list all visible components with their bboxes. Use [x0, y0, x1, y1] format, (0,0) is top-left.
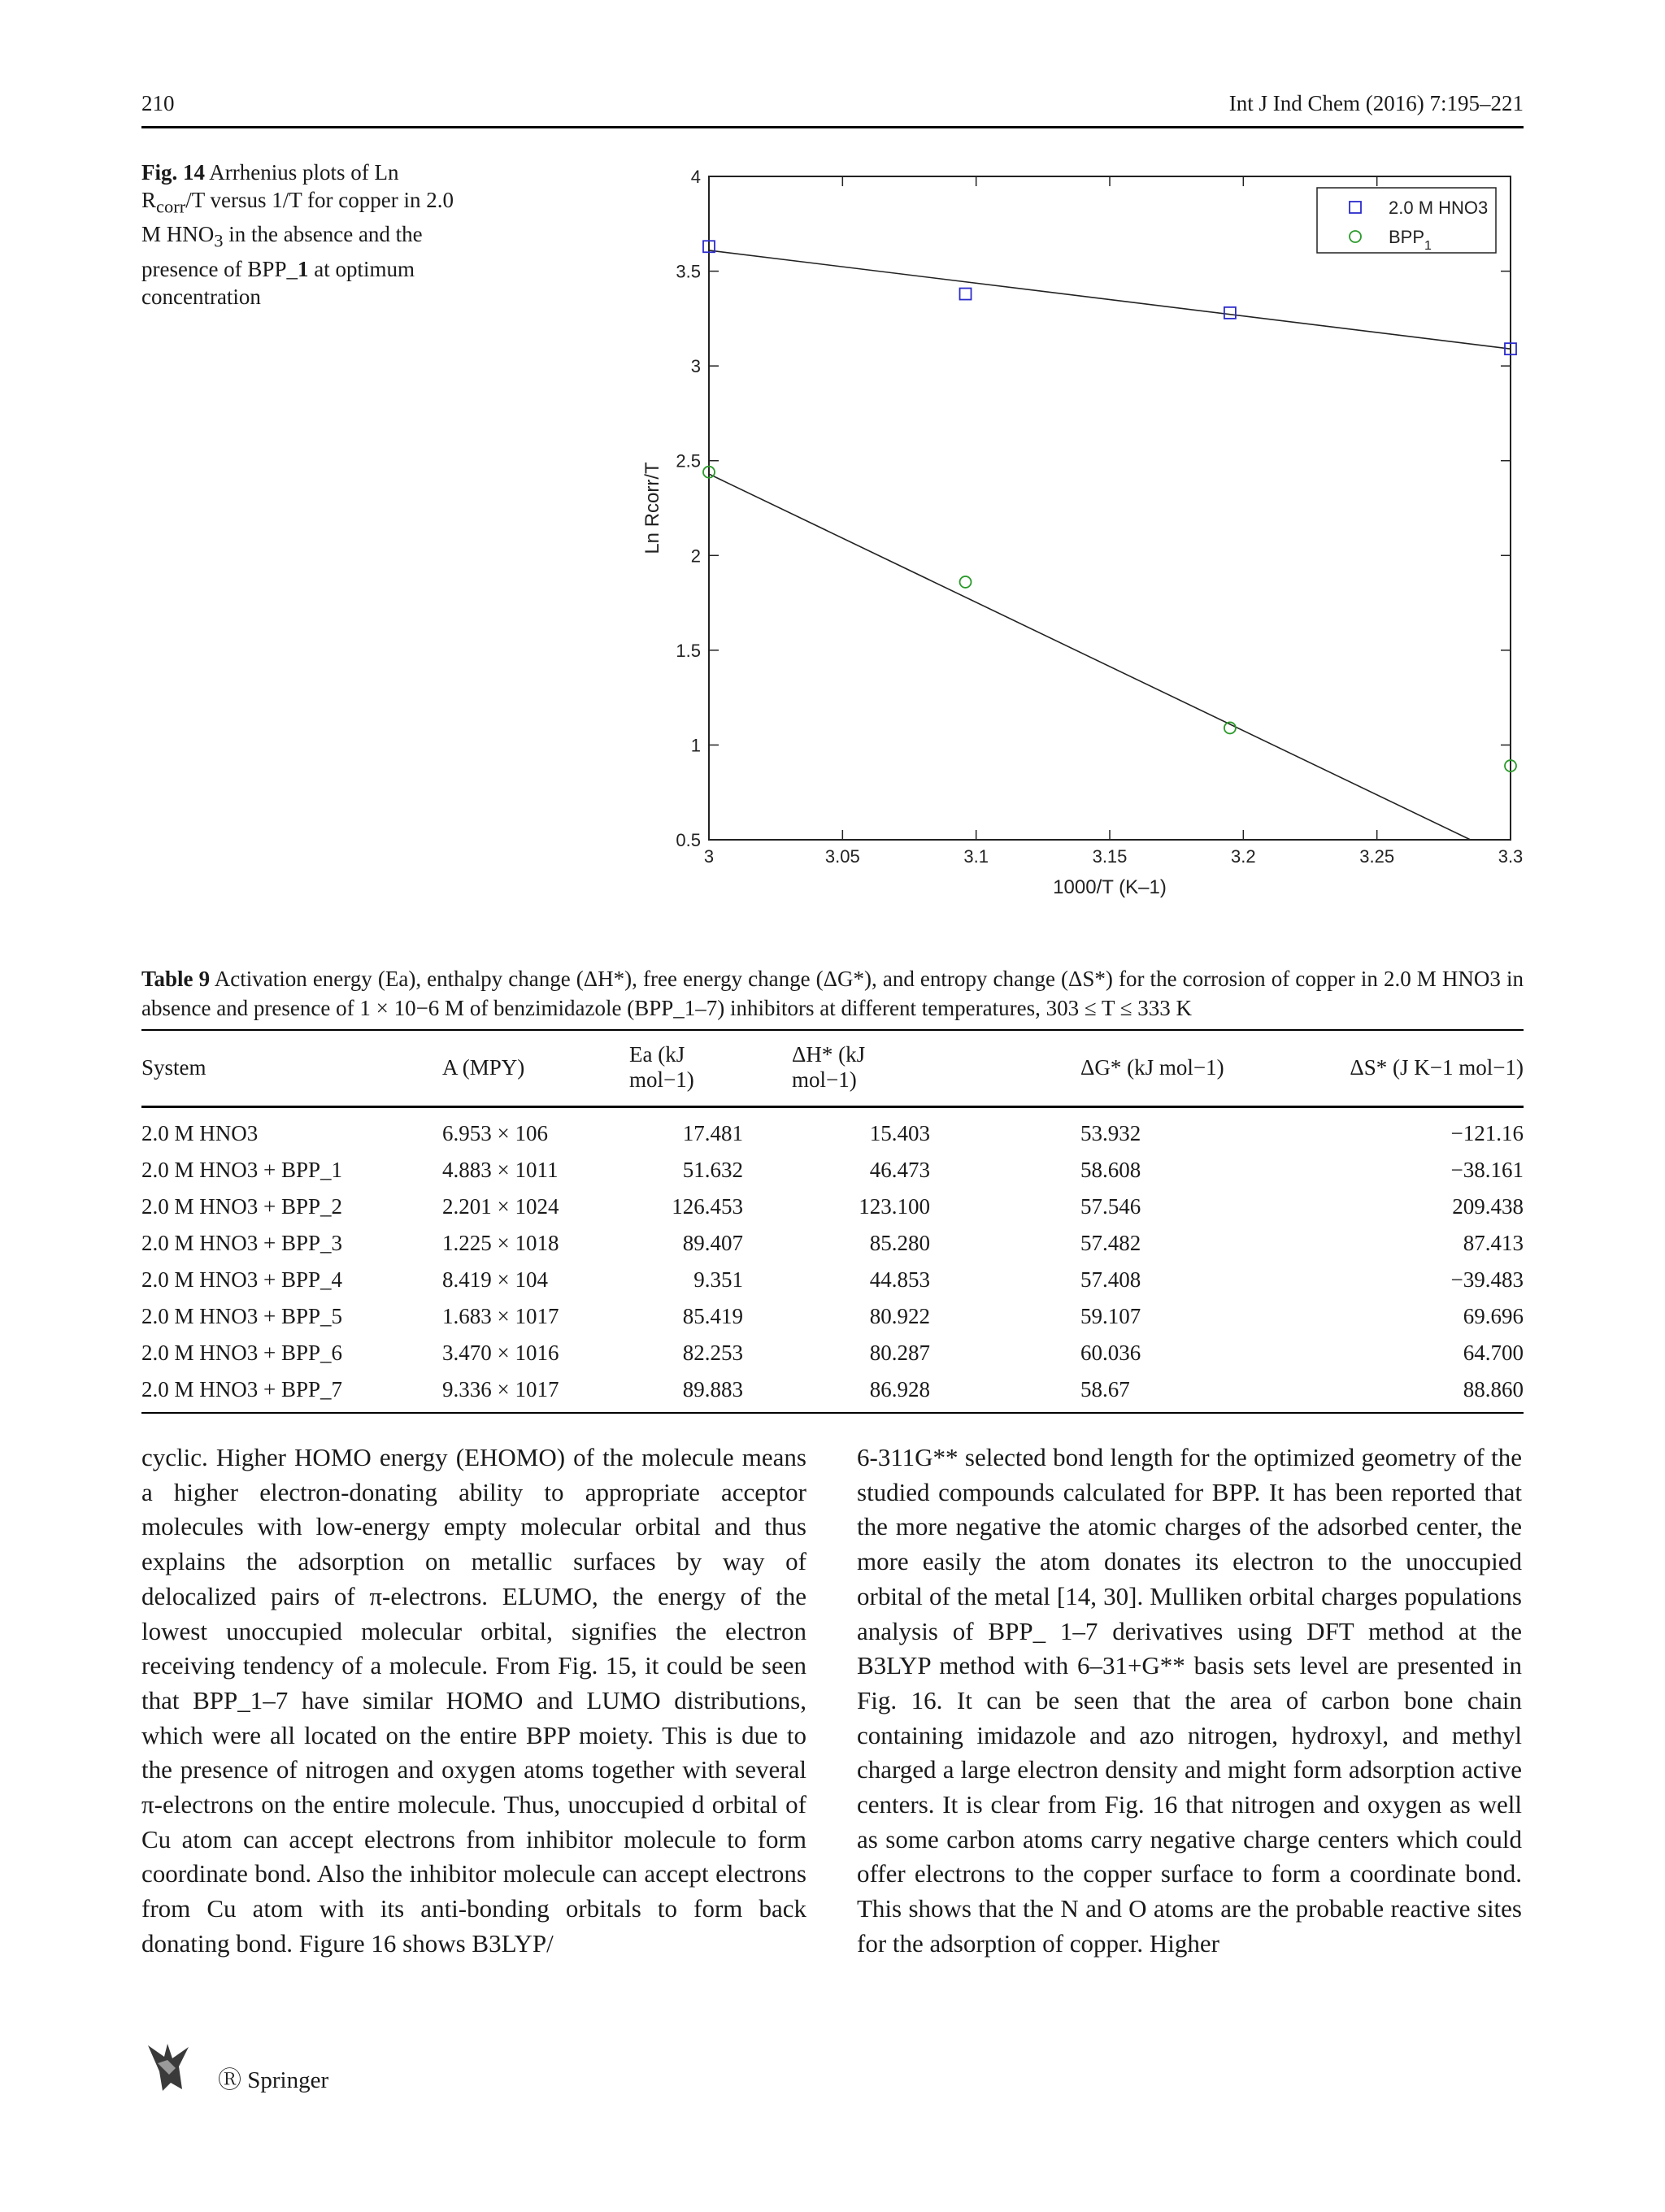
table-caption-text: Activation energy (Ea), enthalpy change (ΔH*), free energy change (ΔG*), and entropy change (ΔS*) for the corrosion of copper in 2.0 M HNO3 in absence and presence of 1 × 10−6 M of benzimidazole (BPP_1–7) inhibitors at different temperatures, 303 ≤ T ≤ 333 K	[141, 967, 1524, 1020]
figure-caption-text-1: Arrhenius plots of Ln R	[141, 160, 399, 212]
legend-label: $BPP_1$	[1389, 227, 1432, 253]
header-system: System	[141, 1054, 206, 1080]
springer-brand	[218, 2062, 328, 2095]
cell-a: 9.336 × 1017	[442, 1377, 559, 1402]
y-tick-label: 2.5	[676, 450, 701, 472]
x-tick-label: 3.3	[1498, 846, 1524, 867]
cell-ds: 64.700	[1463, 1341, 1524, 1365]
figure-caption-text-4: at optimum concentration	[141, 256, 415, 309]
y-tick-label: 1.5	[676, 640, 701, 661]
cell-ea: 17.481	[682, 1121, 743, 1145]
plot-frame	[709, 176, 1511, 840]
y-tick-label: 1	[690, 735, 701, 756]
table-9	[141, 1029, 1524, 1414]
table-row	[141, 1299, 1524, 1336]
cell-ea: 82.253	[682, 1341, 743, 1365]
cell-ea: 89.407	[682, 1231, 743, 1255]
cell-system: 2.0 M HNO3 + BPP_7	[141, 1377, 343, 1402]
fit-line	[709, 474, 1471, 840]
figure-caption-text-2: /T versus 1/T for copper in 2.0 M HNO	[141, 188, 454, 247]
cell-dg: 58.67	[1080, 1377, 1130, 1402]
header-rule	[141, 126, 1524, 128]
cell-a: 1.683 × 1017	[442, 1304, 559, 1328]
cell-a: 4.883 × 1011	[442, 1158, 559, 1182]
header-a: A (MPY)	[442, 1054, 525, 1080]
table-row	[141, 1226, 1524, 1262]
table-row	[141, 1107, 1524, 1154]
cell-ds: 88.860	[1463, 1377, 1524, 1402]
table-label: Table 9	[141, 967, 211, 991]
y-tick-label: 2	[690, 545, 701, 567]
table-row	[141, 1153, 1524, 1189]
cell-dh: 44.853	[869, 1267, 930, 1292]
cell-ea: 126.453	[672, 1194, 743, 1219]
cell-dh: 80.922	[869, 1304, 930, 1328]
x-tick-label: 3.05	[824, 846, 860, 867]
cell-dg: 53.932	[1080, 1121, 1141, 1145]
data-point	[1224, 307, 1236, 319]
data-point	[960, 576, 972, 588]
x-tick-label: 3	[703, 846, 715, 867]
cell-ds: 87.413	[1463, 1231, 1524, 1255]
cell-ds: 69.696	[1463, 1304, 1524, 1328]
cell-system: 2.0 M HNO3 + BPP_2	[141, 1194, 343, 1219]
figure-label: Fig. 14	[141, 160, 205, 185]
cell-ea: 51.632	[682, 1158, 743, 1182]
table-row	[141, 1372, 1524, 1413]
page-number: 210	[141, 91, 175, 115]
cell-ea: 89.883	[682, 1377, 743, 1402]
cell-dh: 80.287	[869, 1341, 930, 1365]
cell-a: 3.470 × 1016	[442, 1341, 559, 1365]
cell-a: 1.225 × 1018	[442, 1231, 559, 1255]
data-point	[960, 289, 972, 300]
figure-caption-sub-2: 3	[214, 230, 224, 251]
cell-system: 2.0 M HNO3	[141, 1121, 259, 1145]
cell-dg: 57.482	[1080, 1231, 1141, 1255]
table-caption	[141, 964, 1524, 1023]
figure-caption-sub-1: corr	[156, 196, 186, 217]
cell-ds: 209.438	[1452, 1194, 1524, 1219]
cell-system: 2.0 M HNO3 + BPP_1	[141, 1158, 343, 1182]
cell-dg: 57.408	[1080, 1267, 1141, 1292]
springer-logo-icon: Ⓡ	[218, 2067, 242, 2093]
cell-a: 2.201 × 1024	[442, 1194, 559, 1219]
header-dh: ΔH* (kJ mol−1)	[792, 1042, 866, 1092]
cell-system: 2.0 M HNO3 + BPP_4	[141, 1267, 343, 1292]
y-tick-label: 3	[690, 356, 701, 377]
cell-dh: 15.403	[869, 1121, 930, 1145]
header-ds: ΔS* (J K−1 mol−1)	[1350, 1054, 1524, 1080]
cell-dh: 85.280	[869, 1231, 930, 1255]
cell-dg: 58.608	[1080, 1158, 1141, 1182]
cell-a: 6.953 × 106	[442, 1121, 548, 1145]
cell-ea: 85.419	[682, 1304, 743, 1328]
cell-system: 2.0 M HNO3 + BPP_3	[141, 1231, 343, 1255]
y-tick-label: 0.5	[676, 830, 701, 850]
body-left-column: cyclic. Higher HOMO energy (EHOMO) of the molecule means a higher electron-donating ability to appropriate acceptor molecules with low-energy empty molecular orbital and thus explains the adsorption on metallic surfaces by way of delocalized pairs of π-electrons. ELUMO, the energy of the lowest unoccupied molecular orbital, signifies the electron receiving tendency of a molecule. From Fig. 15, it could be seen that BPP_1–7 have similar HOMO and LUMO distributions, which were all located on the entire BPP moiety. This is due to the presence of nitrogen and oxygen atoms together with several π-electrons on the entire molecule. Thus, unoccupied d orbital of Cu atom can accept electrons from inhibitor molecule to form coordinate bond. Also the inhibitor molecule can accept electrons from Cu atom with its anti-bonding orbitals to form back donating bond. Figure 16 shows B3LYP/	[141, 1443, 806, 1958]
springer-horse-icon	[140, 2039, 197, 2096]
table-row	[141, 1262, 1524, 1299]
cell-a: 8.419 × 104	[442, 1267, 548, 1292]
cell-dh: 46.473	[869, 1158, 930, 1182]
x-tick-label: 3.2	[1231, 846, 1256, 867]
table-row	[141, 1336, 1524, 1372]
cell-dg: 60.036	[1080, 1341, 1141, 1365]
y-axis-label: Ln Rcorr/T	[641, 462, 663, 554]
cell-system: 2.0 M HNO3 + BPP_5	[141, 1304, 343, 1328]
cell-dg: 59.107	[1080, 1304, 1141, 1328]
figure-caption	[141, 159, 467, 311]
x-tick-label: 3.1	[963, 846, 989, 867]
arrhenius-chart	[618, 159, 1528, 906]
journal-citation: Int J Ind Chem (2016) 7:195–221	[1228, 91, 1524, 115]
cell-dh: 86.928	[869, 1377, 930, 1402]
publisher-name: Springer	[247, 2067, 329, 2093]
x-tick-label: 3.25	[1359, 846, 1395, 867]
header-ea: Ea (kJ mol−1)	[629, 1042, 694, 1092]
cell-ds: −39.483	[1450, 1267, 1524, 1292]
header-dg: ΔG* (kJ mol−1)	[1080, 1054, 1224, 1080]
x-axis-label: 1000/T (K–1)	[1053, 876, 1167, 898]
figure-caption-text-3: in the absence and the presence of BPP_	[141, 222, 423, 281]
x-tick-label: 3.15	[1092, 846, 1128, 867]
cell-ds: −121.16	[1450, 1121, 1524, 1145]
table-header-row	[141, 1030, 1524, 1107]
cell-ea: 9.351	[693, 1267, 743, 1292]
legend-label: 2.0 M HNO3	[1389, 198, 1489, 218]
y-tick-label: 3.5	[676, 261, 701, 282]
cell-dh: 123.100	[859, 1194, 930, 1219]
fit-line	[709, 250, 1511, 349]
y-tick-label: 4	[690, 167, 701, 187]
cell-ds: −38.161	[1450, 1158, 1524, 1182]
figure-caption-bold: 1	[297, 256, 309, 281]
table-row	[141, 1189, 1524, 1226]
cell-dg: 57.546	[1080, 1194, 1141, 1219]
cell-system: 2.0 M HNO3 + BPP_6	[141, 1341, 343, 1365]
body-right-column: 6-311G** selected bond length for the optimized geometry of the studied compounds calculated for BPP. It has been reported that the more negative the atomic charges of the adsorbed center, the more easily the atom donates its electron to the unoccupied orbital of the metal [14, 30]. Mulliken orbital charges populations analysis of BPP_ 1–7 derivatives using DFT method at the B3LYP method with 6–31+G** basis sets level are presented in Fig. 16. It can be seen that the area of carbon bone chain containing imidazole and azo nitrogen, hydroxyl, and methyl charged a large electron density and might form adsorption active centers. It is clear from Fig. 16 that nitrogen and oxygen as well as some carbon atoms carry negative charge centers which could offer electrons to the copper surface to form a coordinate bond. This shows that the N and O atoms are the probable reactive sites for the adsorption of copper. Higher	[857, 1443, 1522, 1958]
